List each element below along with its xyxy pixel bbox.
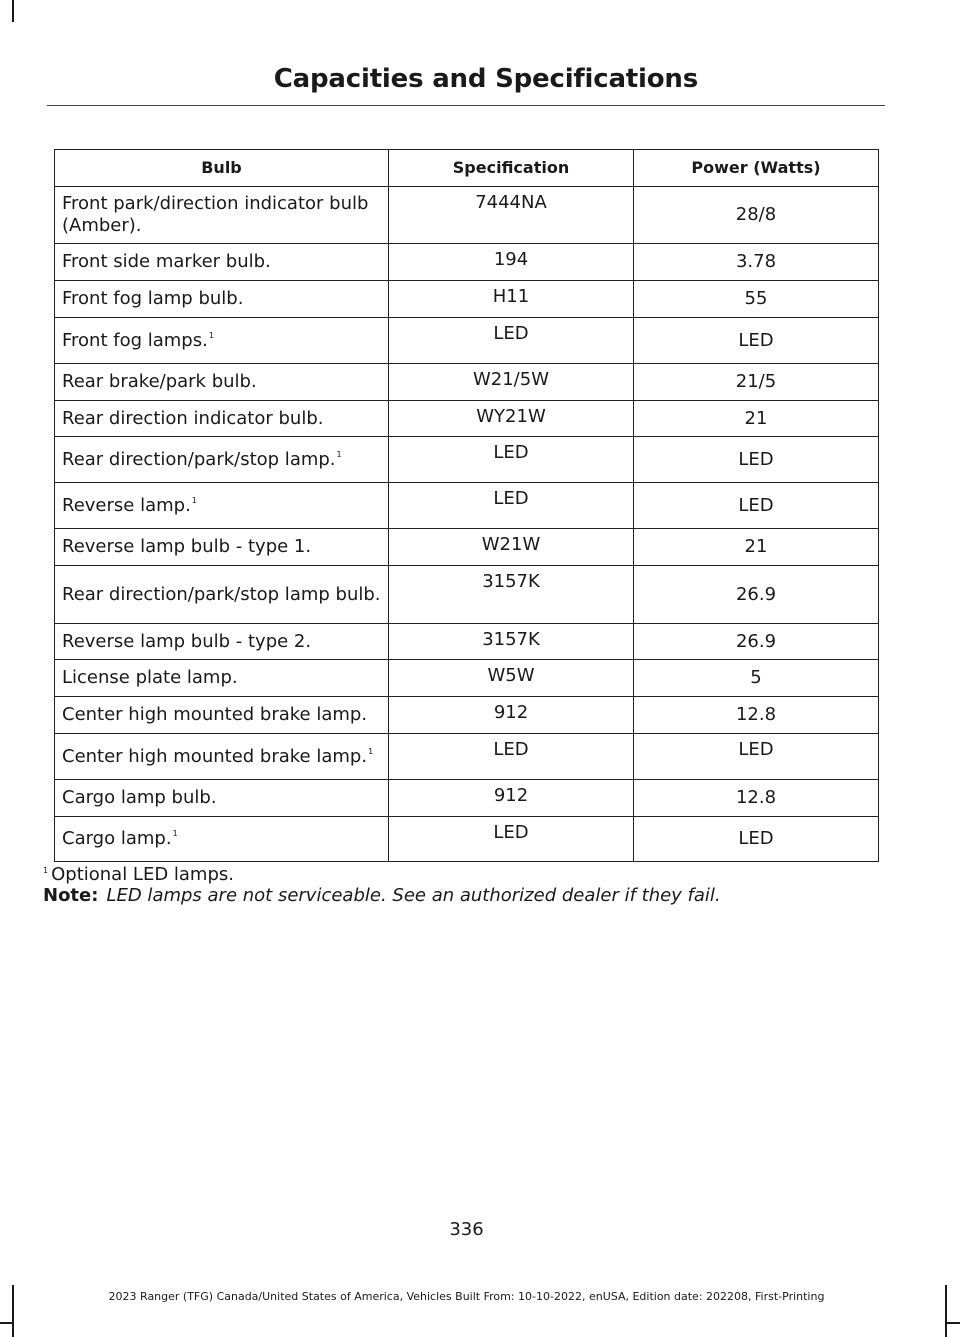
- specification-cell: W21W: [389, 529, 634, 566]
- specification-cell: 7444NA: [389, 187, 634, 244]
- bulb-name: Cargo lamp bulb.: [62, 787, 217, 808]
- footnote-marker: 1: [191, 495, 197, 505]
- bulb-name: Reverse lamp.: [62, 494, 191, 516]
- bulb-name: Center high mounted brake lamp.: [62, 745, 368, 767]
- specification-cell: LED: [389, 817, 634, 862]
- bulb-name: Center high mounted brake lamp.: [62, 704, 368, 725]
- bulb-cell: [55, 624, 389, 660]
- power-cell: 21: [634, 401, 879, 437]
- bulb-name: Reverse lamp bulb - type 2.: [62, 630, 312, 652]
- specification-cell: W5W: [389, 660, 634, 697]
- power-cell: 12.8: [634, 780, 879, 817]
- bulb-cell: [55, 244, 389, 281]
- bulb-cell: [55, 566, 389, 624]
- bulb-name: Front park/direction indicator bulb (Amber).: [62, 193, 369, 236]
- bulb-name: License plate lamp.: [62, 667, 238, 688]
- crop-mark-bottom-left-foot: [0, 1322, 14, 1324]
- specification-cell: 3157K: [389, 624, 634, 660]
- table-row: [55, 318, 879, 364]
- bulb-cell: [55, 437, 389, 483]
- bulb-cell: [55, 529, 389, 566]
- table-row: [55, 483, 879, 529]
- power-cell: LED: [634, 734, 879, 780]
- power-cell: 3.78: [634, 244, 879, 281]
- power-cell: LED: [634, 437, 879, 483]
- bulb-cell: [55, 660, 389, 697]
- power-cell: LED: [634, 483, 879, 529]
- specification-cell: LED: [389, 483, 634, 529]
- note-label: Note:: [43, 885, 99, 906]
- bulb-cell: [55, 364, 389, 401]
- specification-cell: LED: [389, 318, 634, 364]
- table-row: [55, 780, 879, 817]
- bulb-cell: [55, 483, 389, 529]
- power-cell: 26.9: [634, 566, 879, 624]
- specification-cell: LED: [389, 734, 634, 780]
- power-cell: 55: [634, 281, 879, 318]
- power-cell: LED: [634, 318, 879, 364]
- bulb-name: Rear direction indicator bulb.: [62, 407, 324, 429]
- footnote-marker: 1: [172, 829, 178, 838]
- edition-footer: 2023 Ranger (TFG) Canada/United States of America, Vehicles Built From: 10-10-2022, enUSA, Edition date: 202208, First-Printing: [108, 1290, 825, 1303]
- bulb-name: Rear direction/park/stop lamp.: [62, 448, 336, 470]
- crop-mark-top-left: [12, 0, 14, 22]
- power-cell: 26.9: [634, 624, 879, 660]
- table-row: [55, 734, 879, 780]
- footnote-number: 1: [43, 866, 49, 875]
- table-row: [55, 364, 879, 401]
- column-header-power: Power (Watts): [634, 150, 879, 187]
- footnote-marker: 1: [368, 746, 374, 756]
- bulb-cell: [55, 780, 389, 817]
- table-row: [55, 244, 879, 281]
- specification-cell: WY21W: [389, 401, 634, 437]
- bulb-cell: [55, 281, 389, 318]
- specification-cell: LED: [389, 437, 634, 483]
- bulb-name: Front side marker bulb.: [62, 251, 271, 272]
- bulb-name: Reverse lamp bulb - type 1.: [62, 536, 312, 557]
- table-row: [55, 624, 879, 660]
- footnote-marker: 1: [336, 449, 342, 459]
- specification-cell: W21/5W: [389, 364, 634, 401]
- table-row: [55, 817, 879, 862]
- table-header-row: [55, 150, 879, 187]
- column-header-specification: Specification: [389, 150, 634, 187]
- footnote-text: Optional LED lamps.: [51, 864, 234, 885]
- table-row: [55, 401, 879, 437]
- power-cell: 21/5: [634, 364, 879, 401]
- column-header-bulb: Bulb: [55, 150, 389, 187]
- bulb-cell: [55, 697, 389, 734]
- specification-cell: 912: [389, 780, 634, 817]
- table-row: [55, 529, 879, 566]
- power-cell: 12.8: [634, 697, 879, 734]
- power-cell: 5: [634, 660, 879, 697]
- table-row: [55, 437, 879, 483]
- bulb-cell: [55, 401, 389, 437]
- crop-mark-bottom-right: [945, 1285, 947, 1337]
- bulb-name: Cargo lamp.: [62, 828, 172, 849]
- bulb-specification-table: [54, 149, 879, 862]
- specification-cell: 3157K: [389, 566, 634, 624]
- note-text: LED lamps are not serviceable. See an authorized dealer if they fail.: [106, 885, 721, 906]
- bulb-cell: [55, 734, 389, 780]
- note: [43, 885, 721, 907]
- bulb-name: Front fog lamp bulb.: [62, 288, 244, 309]
- bulb-cell: [55, 817, 389, 862]
- specification-cell: 194: [389, 244, 634, 281]
- footnote-marker: 1: [208, 330, 214, 340]
- power-cell: 21: [634, 529, 879, 566]
- table-row: [55, 697, 879, 734]
- bulb-cell: [55, 318, 389, 364]
- bulb-name: Rear brake/park bulb.: [62, 371, 257, 392]
- bulb-name: Rear direction/park/stop lamp bulb.: [62, 583, 381, 605]
- table-row: [55, 187, 879, 244]
- table-row: [55, 566, 879, 624]
- bulb-cell: [55, 187, 389, 244]
- power-cell: 28/8: [634, 187, 879, 244]
- specification-cell: H11: [389, 281, 634, 318]
- crop-mark-bottom-right-foot: [945, 1322, 960, 1324]
- specification-cell: 912: [389, 697, 634, 734]
- bulb-name: Front fog lamps.: [62, 329, 208, 351]
- table-footnote: [43, 864, 234, 886]
- power-cell: LED: [634, 817, 879, 862]
- table-row: [55, 281, 879, 318]
- table-row: [55, 660, 879, 697]
- section-title: Capacities and Specifications: [273, 64, 698, 94]
- page-number: 336: [449, 1219, 484, 1240]
- title-divider: [47, 105, 885, 106]
